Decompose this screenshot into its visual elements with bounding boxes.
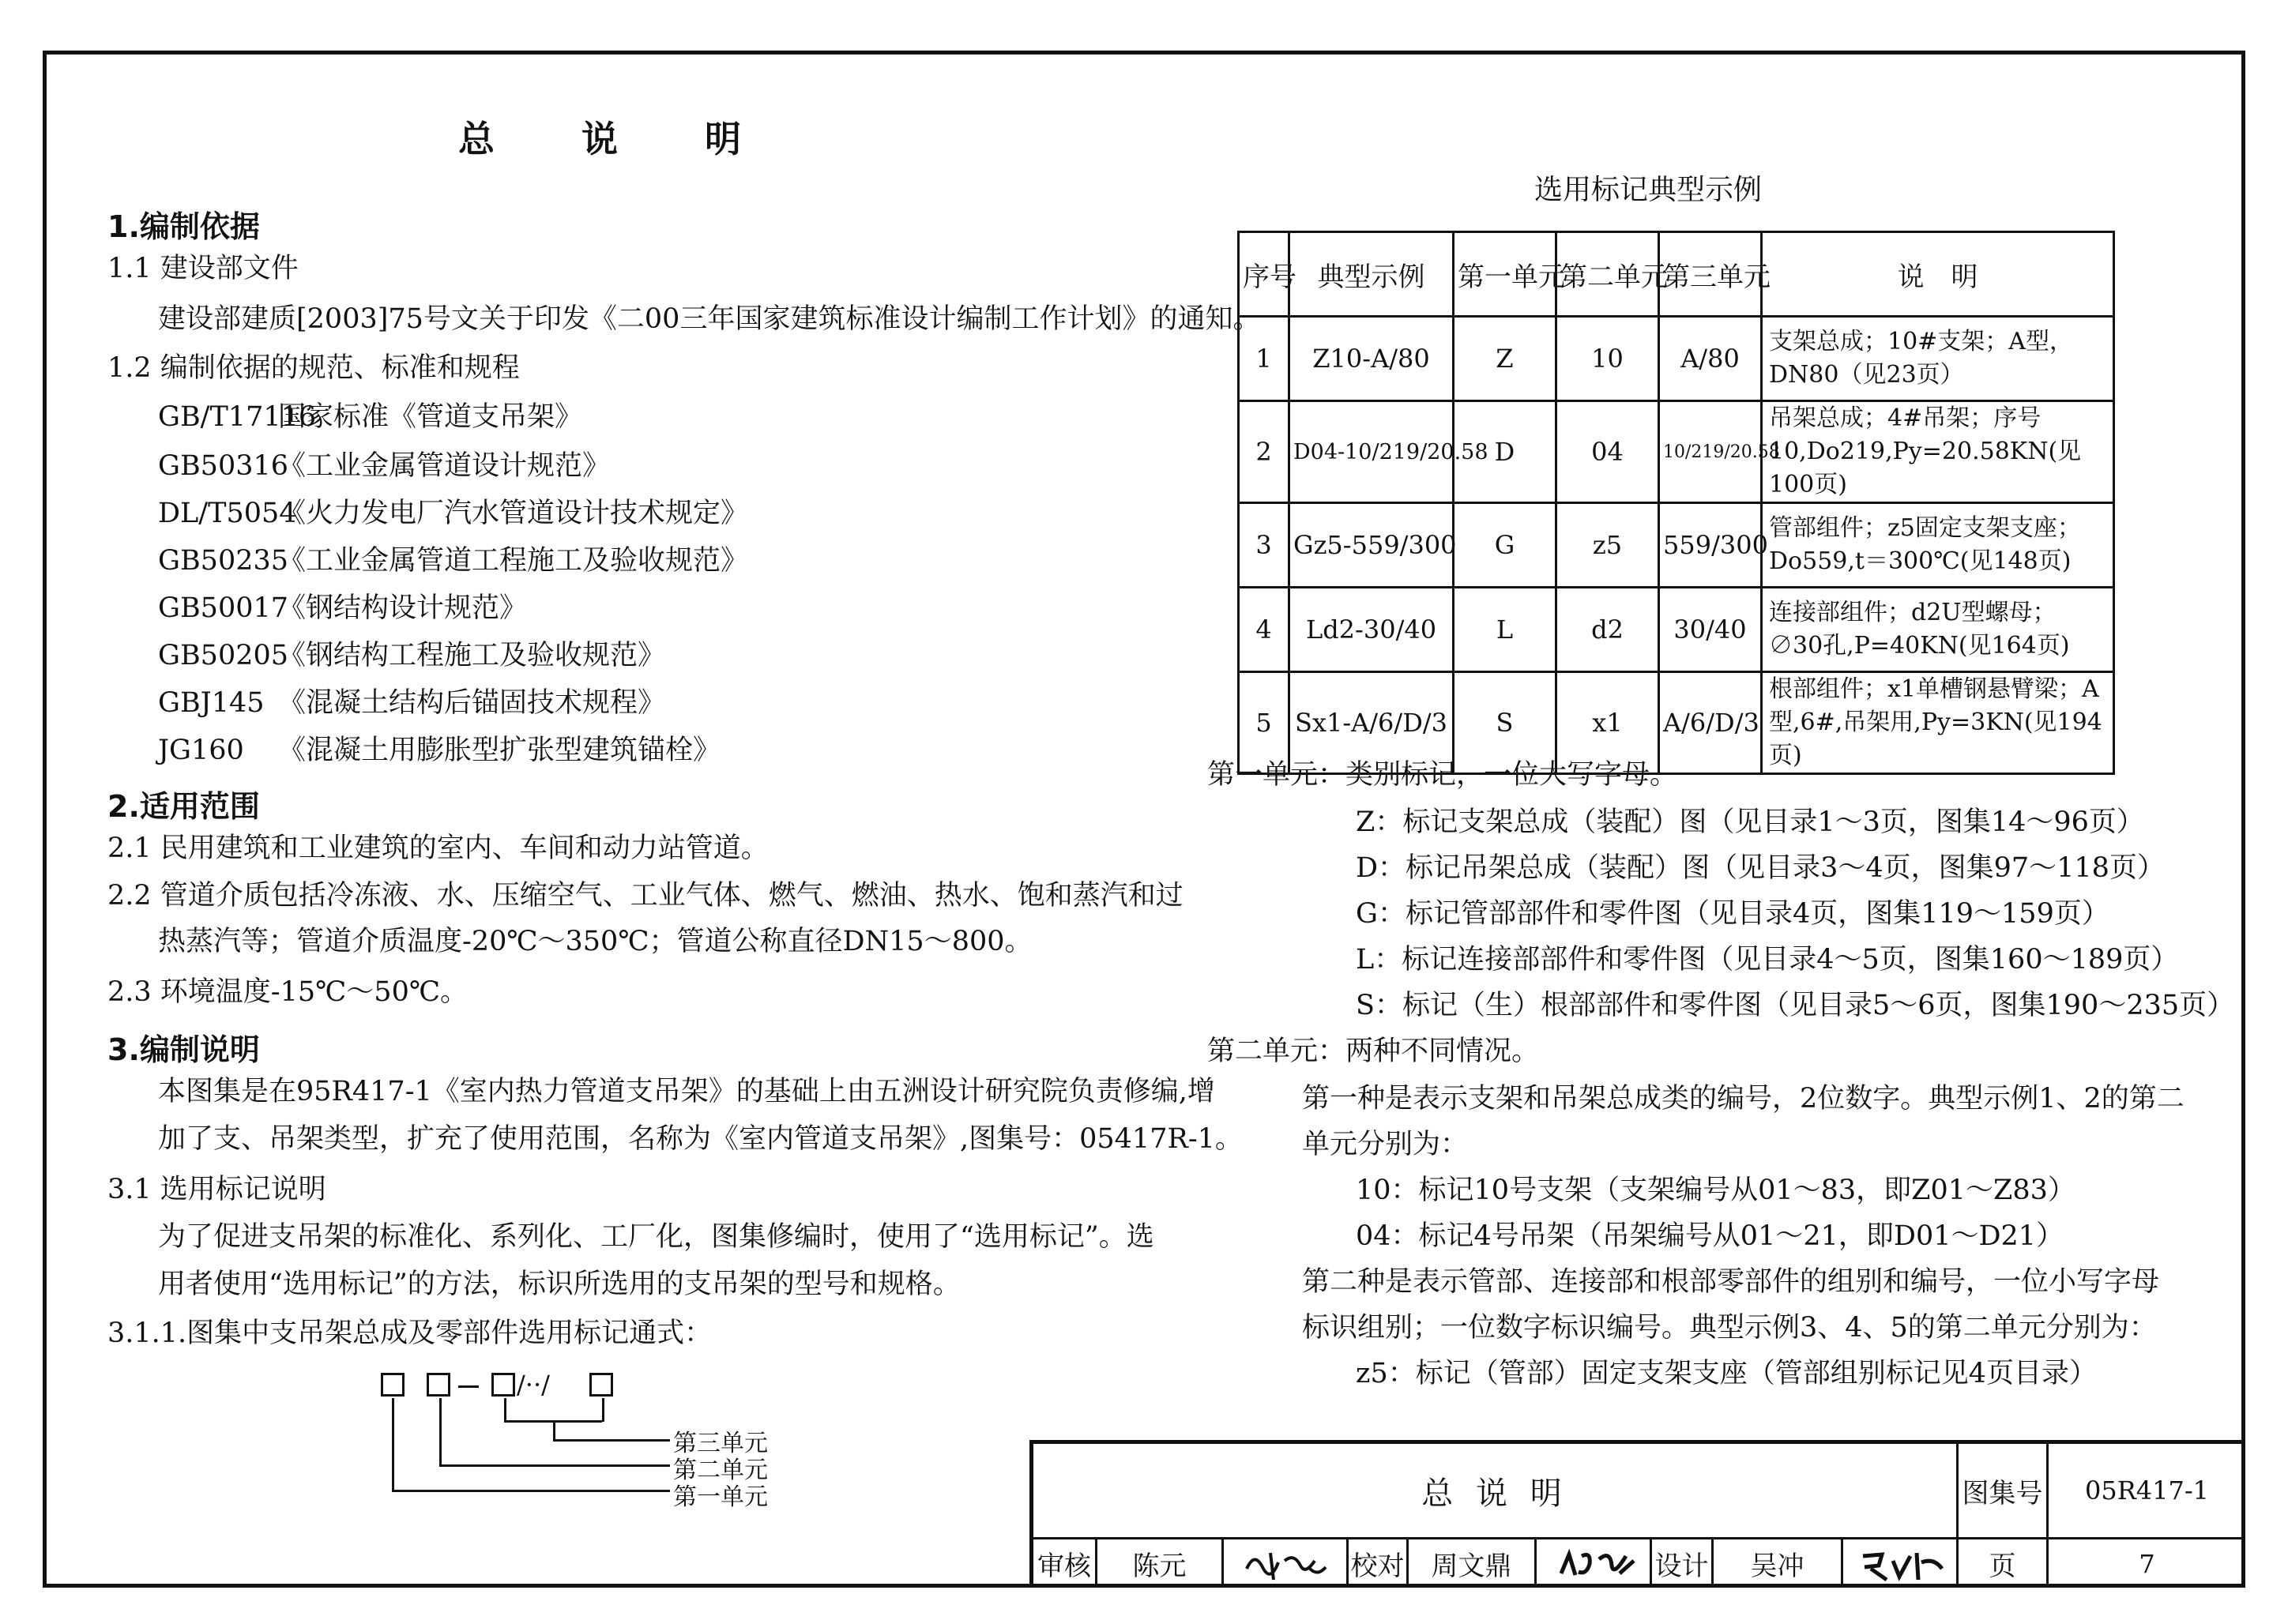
divider [1534,1537,1537,1588]
unit-2-para: 第一种是表示支架和吊架总成类的编号，2位数字。典型示例1、2的第二 [1302,1083,2185,1115]
page-title [458,111,828,163]
checker-signature [1555,1545,1642,1585]
table-cell: 10 [1556,317,1659,401]
standard-name: 《混凝土用膨胀型扩张型建筑锚栓》 [278,735,721,766]
standard-code: GB50017 [158,592,289,624]
unit-box [427,1373,450,1397]
designer-signature [1855,1545,1950,1585]
table-cell: 管部组件；z5固定支架支座；Do559,t＝300℃(见148页) [1762,503,2114,588]
standard-item [158,684,665,722]
page-label: 页 [1989,1551,2016,1582]
unit-box [381,1373,405,1397]
table-cell: Z [1454,317,1556,401]
section-2-2-cont: 热蒸汽等；管道介质温度-20℃～350℃；管道公称直径DN15～800。 [158,926,1033,957]
formula-separator: /··/ [517,1370,550,1400]
leader-line [392,1398,394,1491]
leader-line [504,1398,506,1422]
divider [1221,1537,1224,1588]
unit-2-title: 第二单元：两种不同情况。 [1207,1036,1540,1067]
header-cell: 第三单元 [1659,232,1762,317]
unit-box [491,1373,515,1397]
legend-first-unit: 第一单元 [673,1483,768,1511]
table-row [1239,317,2114,401]
standard-code: GB/T17116 [158,401,317,433]
standard-item [158,494,748,532]
unit-1-item: G：标记管部部件和零件图（见目录4页，图集119～159页） [1356,898,2109,930]
standard-item [158,398,582,436]
header-cell: 说 明 [1762,232,2114,317]
standard-name: 《混凝土结构后锚固技术规程》 [278,687,666,719]
unit-1-item: Z：标记支架总成（装配）图（见目录1～3页，图集14～96页） [1356,806,2144,838]
header-cell: 第二单元 [1556,232,1659,317]
leader-line [553,1439,670,1442]
dash-line [458,1385,479,1388]
unit-2-para: 单元分别为： [1302,1129,1469,1160]
standard-name: 《工业金属管道设计规范》 [278,450,611,482]
table-cell: z5 [1556,503,1659,588]
marking-examples-table [1237,231,2115,775]
table-cell: 支架总成；10#支架；A型，DN80（见23页） [1762,317,2114,401]
standard-code: DL/T5054 [158,498,297,529]
unit-2-para: 标识组别；一位数字标识编号。典型示例3、4、5的第二单元分别为： [1302,1312,2157,1344]
table-cell: L [1454,588,1556,672]
table-cell: S [1454,672,1556,774]
standard-item [158,447,610,485]
standard-code: GB50235 [158,545,289,577]
title-char: 总 [458,118,502,160]
table-cell: Ld2-30/40 [1289,588,1454,672]
unit-1-item: D：标记吊架总成（装配）图（见目录3～4页，图集97～118页） [1356,852,2165,884]
standard-item [158,589,527,627]
header-cell: 第一单元 [1454,232,1556,317]
design-label: 设计 [1654,1551,1709,1582]
section-1-heading: 1.编制依据 [107,209,260,244]
legend-second-unit: 第二单元 [673,1457,768,1484]
table-cell: A/6/D/3 [1659,672,1762,774]
table-header-row [1239,232,2114,317]
header-cell: 典型示例 [1289,232,1454,317]
unit-2-item: z5：标记（管部）固定支架支座（管部组别标记见4页目录） [1356,1358,2097,1389]
section-3-1-para: 为了促进支吊架的标准化、系列化、工厂化，图集修编时，使用了“选用标记”。选 [158,1221,1154,1253]
review-label: 审核 [1037,1551,1091,1582]
title-block-name: 总 说 明 [1421,1475,1568,1512]
check-label: 校对 [1350,1551,1405,1582]
designer-name: 吴冲 [1750,1551,1804,1582]
table-cell: 04 [1556,401,1659,503]
unit-box [589,1373,613,1397]
section-3-1-1-title: 3.1.1.图集中支吊架总成及零部件选用标记通式： [107,1318,713,1349]
standard-code: GBJ145 [158,687,265,719]
leader-line [553,1422,555,1441]
section-3-1-title: 3.1 选用标记说明 [107,1174,326,1205]
standard-code: GB50316 [158,450,289,482]
standard-item [158,731,721,769]
standard-name: 《火力发电厂汽水管道设计技术规定》 [278,498,749,529]
unit-2-item: 04：标记4号吊架（吊架编号从01～21，即D01～D21） [1356,1220,2064,1252]
unit-2-para: 第二种是表示管部、连接部和根部零部件的组别和编号，一位小写字母 [1302,1266,2160,1298]
table-cell: Z10-A/80 [1289,317,1454,401]
atlas-number: 05R417-1 [2084,1476,2210,1506]
table-cell: 1 [1239,317,1289,401]
section-2-heading: 2.适用范围 [107,789,260,824]
section-2-1: 2.1 民用建筑和工业建筑的室内、车间和动力站管道。 [107,833,769,864]
section-1-1-title: 1.1 建设部文件 [107,253,299,284]
table-cell: 根部组件；x1单槽钢悬臂梁；A型,6#,吊架用,Py=3KN(见194页) [1762,672,2114,774]
table-cell: D [1454,401,1556,503]
standard-name: 国家标准《管道支吊架》 [278,401,583,433]
title-char: 说 [581,118,626,160]
section-1-1-text: 建设部建质[2003]75号文关于印发《二00三年国家建筑标准设计编制工作计划》的通知。 [158,303,1261,335]
section-3-para: 本图集是在95R417-1《室内热力管道支吊架》的基础上由五洲设计研究院负责修编,增 [158,1076,1215,1107]
standard-code: GB50205 [158,640,289,671]
section-2-3: 2.3 环境温度-15℃～50℃。 [107,976,468,1008]
unit-1-title: 第一单元：类别标记，一位大写字母。 [1207,759,1678,791]
section-2-2: 2.2 管道介质包括冷冻液、水、压缩空气、工业气体、燃气、燃油、热水、饱和蒸汽和过 [107,880,1184,912]
section-3-para: 加了支、吊架类型，扩充了使用范围，名称为《室内管道支吊架》,图集号：05417R-1。 [158,1123,1243,1155]
table-cell: 559/300 [1659,503,1762,588]
section-1-2-title: 1.2 编制依据的规范、标准和规程 [107,352,520,384]
leader-line [439,1398,442,1466]
table-row [1239,588,2114,672]
leader-line [602,1398,604,1422]
unit-1-item: L：标记连接部部件和零件图（见目录4～5页，图集160～189页） [1356,944,2179,976]
standard-item [158,637,665,675]
table-cell: A/80 [1659,317,1762,401]
title-block [1029,1440,2245,1588]
table-cell: 3 [1239,503,1289,588]
table-cell: 吊架总成；4#吊架；序号10,Do219,Py=20.58KN(见100页) [1762,401,2114,503]
reviewer-signature [1239,1545,1334,1585]
legend-third-unit: 第三单元 [673,1430,768,1457]
leader-line [392,1490,670,1492]
table-cell: 连接部组件；d2U型螺母；∅30孔,P=40KN(见164页) [1762,588,2114,672]
standard-code: JG160 [158,735,244,766]
table-cell: 5 [1239,672,1289,774]
standard-item [158,542,748,580]
checker-name: 周文鼎 [1431,1551,1512,1582]
header-cell: 序号 [1239,232,1289,317]
standard-name: 《钢结构工程施工及验收规范》 [278,640,666,671]
table-cell: 30/40 [1659,588,1762,672]
leader-line [439,1464,670,1467]
table-cell: 10/219/20.58 [1659,401,1762,503]
table-cell: D04-10/219/20.58 [1289,401,1454,503]
title-char: 明 [705,118,749,160]
section-3-heading: 3.编制说明 [107,1032,260,1067]
unit-1-item: S：标记（生）根部部件和零件图（见目录5～6页，图集190～235页） [1356,990,2235,1021]
table-caption: 选用标记典型示例 [1534,174,1763,206]
table-cell: G [1454,503,1556,588]
table-cell: 2 [1239,401,1289,503]
table-cell: Sx1-A/6/D/3 [1289,672,1454,774]
table-cell: 4 [1239,588,1289,672]
table-row [1239,401,2114,503]
standard-name: 《工业金属管道工程施工及验收规范》 [278,545,749,577]
table-cell: Gz5-559/300 [1289,503,1454,588]
divider [1841,1537,1843,1588]
section-3-1-para: 用者使用“选用标记”的方法，标识所选用的支吊架的型号和规格。 [158,1269,961,1300]
table-cell: x1 [1556,672,1659,774]
atlas-label: 图集号 [1962,1477,2043,1509]
unit-2-item: 10：标记10号支架（支架编号从01～83，即Z01～Z83） [1356,1175,2075,1206]
standard-name: 《钢结构设计规范》 [278,592,528,624]
table-cell: d2 [1556,588,1659,672]
reviewer-name: 陈元 [1132,1551,1187,1582]
page-number: 7 [2139,1548,2155,1579]
table-row [1239,503,2114,588]
